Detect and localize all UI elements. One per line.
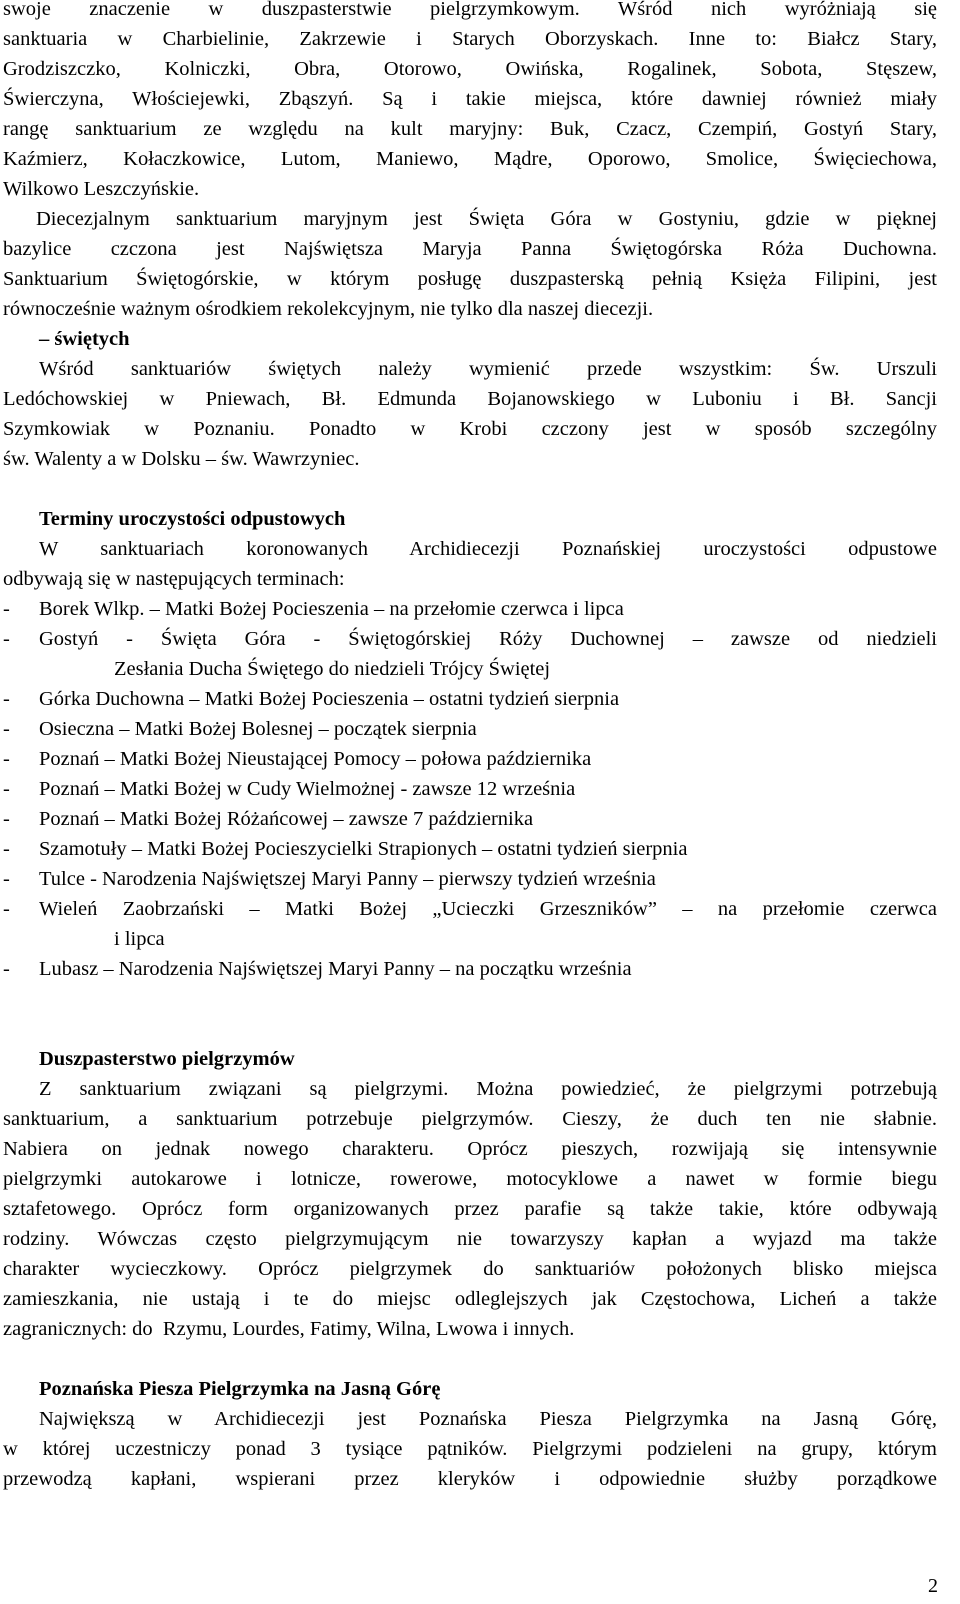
text-line: zamieszkania, nie ustają i te do miejsc odleglejszych jak Częstochowa, Licheń a także [3, 1288, 937, 1310]
saints-heading [3, 324, 937, 354]
text-line: Grodziszczko, Kolniczki, Obra, Otorowo, Owińska, Rogalinek, Sobota, Stęszew, [3, 58, 937, 80]
text-line: Kaźmierz, Kołaczkowice, Lutom, Maniewo, Mądre, Oporowo, Smolice, Święciechowa, [3, 148, 937, 170]
text-line: Szymkowiak w Poznaniu. Ponadto w Krobi czczony jest w sposób szczególny [3, 418, 937, 440]
list-item-text: Szamotuły – Matki Bożej Pocieszycielki Strapionych – ostatni tydzień sierpnia [39, 838, 688, 860]
text-line: sanktuaria w Charbielinie, Zakrzewie i Starych Oborzyskach. Inne to: Białcz Stary, [3, 28, 937, 50]
list-item [3, 594, 937, 624]
diocesan-sanctuary-paragraph [3, 204, 937, 324]
list-item-continuation: i lipca [114, 928, 165, 950]
text-line: charakter wycieczkowy. Oprócz pielgrzymek do sanktuariów położonych blisko miejsca [3, 1258, 937, 1280]
list-item [3, 954, 937, 984]
list-item-text: Borek Wlkp. – Matki Bożej Pocieszenia – na przełomie czerwca i lipca [39, 598, 624, 620]
list-item-continuation: Zesłania Ducha Świętego do niedzieli Trójcy Świętej [114, 658, 551, 680]
list-bullet: - [3, 688, 10, 710]
spacer [3, 474, 937, 504]
list-bullet: - [3, 958, 10, 980]
poznan-pilgrimage-section [3, 1374, 937, 1494]
intro-paragraph [3, 0, 937, 204]
section-heading: Duszpasterstwo pielgrzymów [39, 1048, 295, 1070]
heading-dash: – [39, 328, 55, 350]
list-item [3, 624, 937, 654]
text-line: Ledóchowskiej w Pniewach, Bł. Edmunda Bojanowskiego w Luboniu i Bł. Sancji [3, 388, 937, 410]
list-bullet: - [3, 778, 10, 800]
text-line: Wśród sanktuariów świętych należy wymienić przede wszystkim: Św. Urszuli [39, 358, 937, 380]
list-item [3, 774, 937, 804]
list-item-text: Górka Duchowna – Matki Bożej Pocieszenia – ostatni tydzień sierpnia [39, 688, 620, 710]
list-bullet: - [3, 718, 10, 740]
spacer [3, 984, 937, 1044]
text-line: Z sanktuarium związani są pielgrzymi. Można powiedzieć, że pielgrzymi potrzebują [39, 1078, 937, 1100]
list-item-text: Poznań – Matki Bożej Nieustającej Pomocy – połowa października [39, 748, 592, 770]
page-number: 2 [928, 1575, 938, 1597]
text-line: sztafetowego. Oprócz form organizowanych przez parafie są także takie, które odbywają [3, 1198, 937, 1220]
text-line: równocześnie ważnym ośrodkiem rekolekcyjnym, nie tylko dla naszej diecezji. [3, 298, 654, 320]
saints-section [3, 324, 937, 474]
list-item [3, 684, 937, 714]
text-line: Nabiera on jednak nowego charakteru. Oprócz pieszych, rozwijają się intensywnie [3, 1138, 937, 1160]
saints-heading-text: świętych [54, 328, 130, 350]
list-item [3, 834, 937, 864]
list-item-text: Lubasz – Narodzenia Najświętszej Maryi Panny – na początku września [39, 958, 632, 980]
document-page [3, 0, 937, 1494]
list-item [3, 804, 937, 834]
list-bullet: - [3, 748, 10, 770]
pilgrims-section [3, 1044, 937, 1344]
text-line: Świerczyna, Włościejewki, Zbąszyń. Są i takie miejsca, które dawniej również miały [3, 88, 937, 110]
list-bullet: - [3, 598, 10, 620]
text-line: Największą w Archidiecezji jest Poznańska Piesza Pielgrzymka na Jasną Górę, [39, 1408, 937, 1430]
list-item-text: Poznań – Matki Bożej w Cudy Wielmożnej - zawsze 12 września [39, 778, 576, 800]
section-heading: Terminy uroczystości odpustowych [39, 508, 346, 530]
text-line: w której uczestniczy ponad 3 tysiące pątników. Pielgrzymi podzieleni na grupy, którym [3, 1438, 937, 1460]
text-line: pielgrzymki autokarowe i lotnicze, rowerowe, motocyklowe a nawet w formie biegu [3, 1168, 937, 1190]
text-line: rangę sanktuarium ze względu na kult maryjny: Buk, Czacz, Czempiń, Gostyń Stary, [3, 118, 937, 140]
text-line: sanktuarium, a sanktuarium potrzebuje pielgrzymów. Cieszy, że duch ten nie słabnie. [3, 1108, 937, 1130]
list-bullet: - [3, 838, 10, 860]
text-line: bazylice czczona jest Najświętsza Maryja Panna Świętogórska Róża Duchowna. [3, 238, 937, 260]
text-line: Sanktuarium Świętogórskie, w którym posługę duszpasterską pełnią Księża Filipini, jest [3, 268, 937, 290]
list-bullet: - [3, 898, 10, 920]
list-bullet: - [3, 868, 10, 890]
text-line: św. Walenty a w Dolsku – św. Wawrzyniec. [3, 448, 360, 470]
list-item-text: Wieleń Zaobrzański – Matki Bożej „Ucieczki Grzeszników” – na przełomie czerwca [39, 898, 937, 920]
list-item [3, 714, 937, 744]
list-item-text: Gostyń - Święta Góra - Świętogórskiej Róży Duchownej – zawsze od niedzieli [39, 628, 937, 650]
text-line: Wilkowo Leszczyńskie. [3, 178, 200, 200]
list-bullet: - [3, 808, 10, 830]
list-item [3, 744, 937, 774]
list-item-text: Osieczna – Matki Bożej Bolesnej – początek sierpnia [39, 718, 477, 740]
text-line: odbywają się w następujących terminach: [3, 568, 345, 590]
spacer [3, 1344, 937, 1374]
text-line: Diecezjalnym sanktuarium maryjnym jest Święta Góra w Gostyniu, gdzie w pięknej [36, 208, 937, 230]
text-line: W sanktuariach koronowanych Archidiecezji Poznańskiej uroczystości odpustowe [39, 538, 937, 560]
list-bullet: - [3, 628, 10, 650]
section-heading: Poznańska Piesza Pielgrzymka na Jasną Górę [39, 1378, 441, 1400]
list-item [3, 894, 937, 924]
text-line: swoje znaczenie w duszpasterstwie pielgrzymkowym. Wśród nich wyróżniają się [3, 0, 937, 20]
text-line: zagranicznych: do Rzymu, Lourdes, Fatimy, Wilna, Lwowa i innych. [3, 1318, 575, 1340]
text-line: rodziny. Wówczas często pielgrzymującym nie towarzyszy kapłan a wyjazd ma także [3, 1228, 937, 1250]
list-item-text: Poznań – Matki Bożej Różańcowej – zawsze 7 października [39, 808, 534, 830]
list-item [3, 864, 937, 894]
list-item-text: Tulce - Narodzenia Najświętszej Maryi Panny – pierwszy tydzień września [39, 868, 656, 890]
indulgence-section [3, 504, 937, 984]
text-line: przewodzą kapłani, wspierani przez kleryków i odpowiednie służby porządkowe [3, 1468, 937, 1490]
